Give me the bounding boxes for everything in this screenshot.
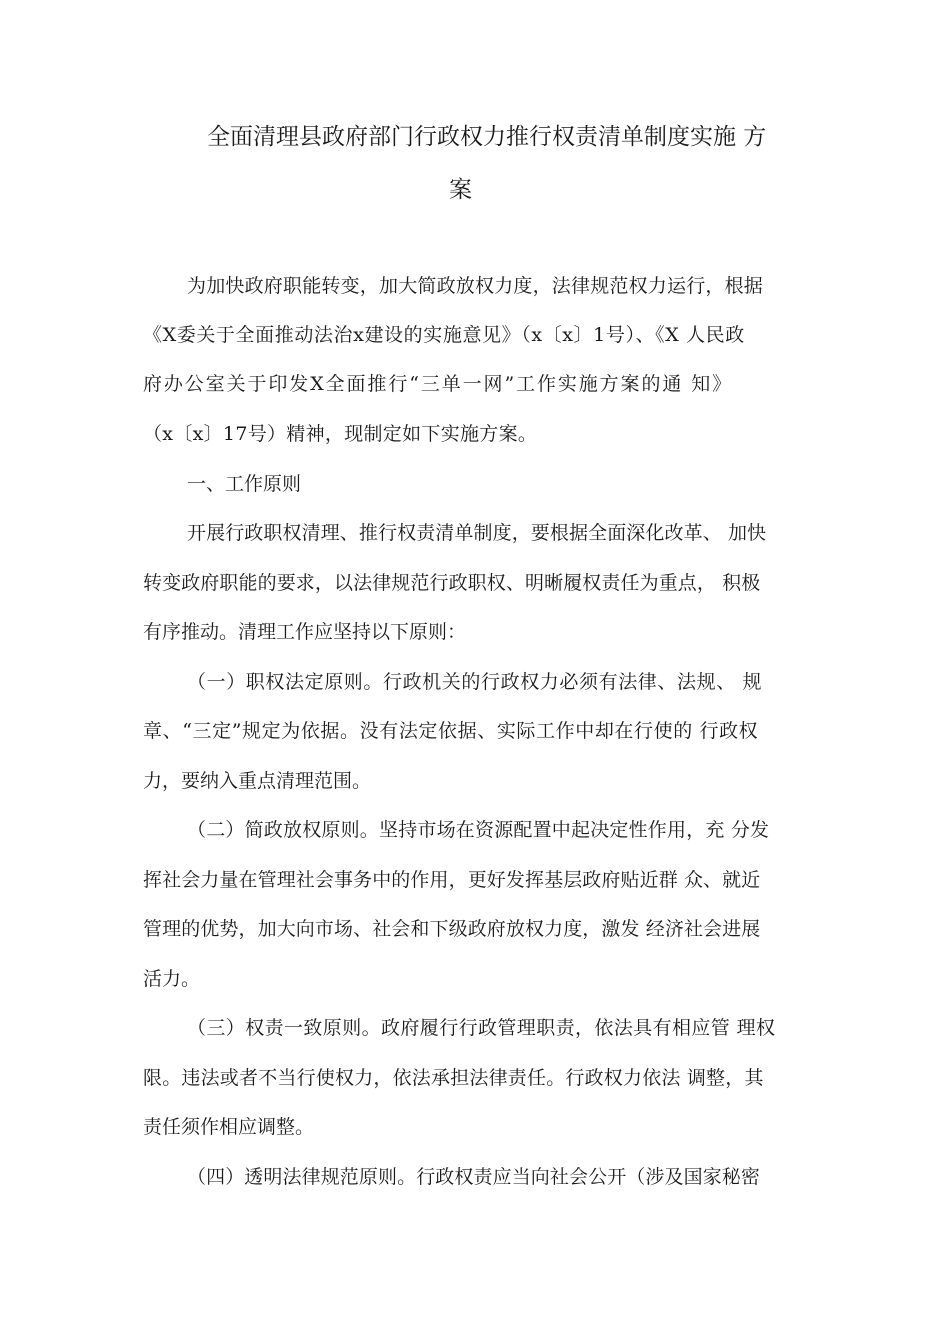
paragraph-line: 《X委关于全面推动法治x建设的实施意见》（x〔x〕1号）、《X 人民政 [143,324,745,346]
paragraph-line: （三）权责一致原则。政府履行行政管理职责，依法具有相应管 理权 [187,1017,776,1039]
document-title-line-1: 全面清理县政府部门行政权力推行权责清单制度实施 方 [207,124,767,150]
document-title-line-2: 案 [449,177,472,203]
paragraph-line: 力，要纳入重点清理范围。 [143,770,372,792]
paragraph-line: 责任须作相应调整。 [143,1116,315,1138]
paragraph-line: （一）职权法定原则。行政机关的行政权力必须有法律、法规、 规 [187,671,763,693]
paragraph-line: 章、“三定”规定为依据。没有法定依据、实际工作中却在行使的 行政权 [143,720,759,742]
paragraph-line: 开展行政职权清理、推行权责清单制度，要根据全面深化改革、 加快 [187,522,767,544]
paragraph-line: （四）透明法律规范原则。行政权责应当向社会公开（涉及国家秘密 [187,1166,761,1188]
paragraph-line: 挥社会力量在管理社会事务中的作用，更好发挥基层政府贴近群 众、就近 [143,869,761,891]
paragraph-line: 管理的优势，加大向市场、社会和下级政府放权力度，激发 经济社会进展 [143,918,761,940]
paragraph-line: （二）简政放权原则。坚持市场在资源配置中起决定性作用，充 分发 [187,819,770,841]
paragraph-line: 限。违法或者不当行使权力，依法承担法律责任。行政权力依法 调整，其 [143,1067,764,1089]
paragraph-line: 转变政府职能的要求，以法律规范行政职权、明晰履权责任为重点， 积极 [143,572,761,594]
paragraph-line: 为加快政府职能转变，加大简政放权力度，法律规范权力运行，根据 [187,275,764,297]
paragraph-line: 府办公室关于印发X全面推行“三单一网”工作实施方案的通 知》 [143,373,733,395]
paragraph-line: 活力。 [143,968,201,990]
paragraph-line: （x〔x〕17号）精神，现制定如下实施方案。 [143,423,538,445]
paragraph-line: 有序推动。清理工作应坚持以下原则： [143,621,467,643]
section-heading: 一、工作原则 [187,473,302,495]
